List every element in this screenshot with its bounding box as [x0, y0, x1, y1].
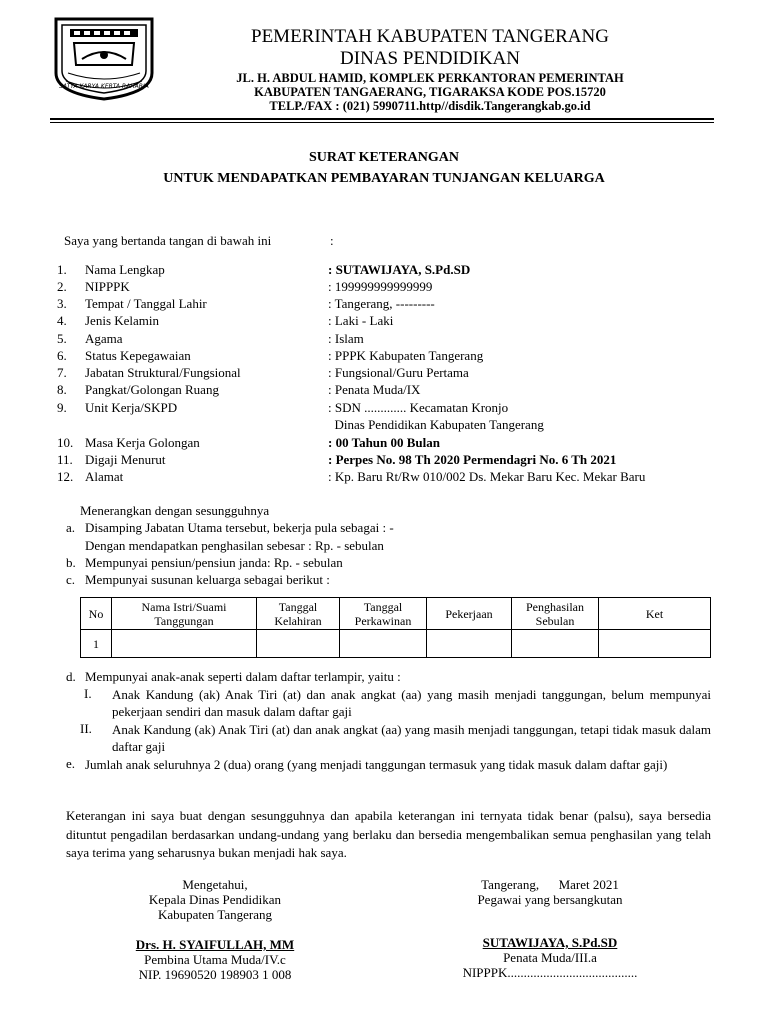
field-number: 6. [57, 348, 67, 363]
item-e-text: Jumlah anak seluruhnya 2 (dua) orang (yang menjadi tanggungan termasuk yang tidak masuk dalam daftar gaji) [85, 757, 668, 772]
table-cell [512, 630, 599, 658]
table-cell [340, 630, 427, 658]
field-value: : Fungsional/Guru Pertama [328, 365, 469, 380]
sign-left-position: Kepala Dinas Pendidikan [148, 892, 282, 907]
intro-colon: : [330, 233, 334, 248]
table-header: Nama Istri/Suami Tanggungan [112, 598, 257, 630]
dinas-logo [52, 15, 156, 107]
field-number: 12. [57, 469, 74, 484]
table-header: Tanggal Perkawinan [340, 598, 427, 630]
header-agency: DINAS PENDIDIKAN [340, 48, 520, 69]
field-label: Jenis Kelamin [85, 313, 160, 328]
field-number: 11. [57, 452, 73, 467]
table-cell [427, 630, 512, 658]
sign-right-nip: NIPPPK........................................ [462, 965, 638, 980]
field-value: : Penata Muda/IX [328, 382, 421, 397]
field-value-name: : SUTAWIJAYA, S.Pd.SD [328, 262, 471, 277]
field-label: Jabatan Struktural/Fungsional [85, 365, 241, 380]
document-subtitle: UNTUK MENDAPATKAN PEMBAYARAN TUNJANGAN KELUARGA [163, 171, 605, 186]
table-header: Ket [599, 598, 711, 630]
item-marker: c. [66, 572, 76, 587]
sign-left-region: Kabupaten Tangerang [158, 907, 272, 922]
item-a-income: Dengan mendapatkan penghasilan sebesar : Rp. - sebulan [85, 538, 384, 553]
field-value: : Laki - Laki [328, 313, 394, 328]
field-label: Unit Kerja/SKPD [85, 400, 178, 415]
sign-left-name: Drs. H. SYAIFULLAH, MM [135, 937, 295, 952]
field-value: : 199999999999999 [328, 279, 433, 294]
header-address-2: KABUPATEN TANGAERANG, TIGARAKSA KODE POS.15720 [254, 85, 606, 99]
sign-right-rank: Penata Muda/III.a [503, 950, 597, 965]
field-label: Status Kepegawaian [85, 348, 191, 363]
sign-right-name: SUTAWIJAYA, S.Pd.SD [482, 935, 618, 950]
intro-text: Saya yang bertanda tangan di bawah ini [64, 233, 272, 248]
field-number: 8. [57, 382, 67, 397]
item-marker: I. [84, 686, 92, 701]
header-government: PEMERINTAH KABUPATEN TANGERANG [251, 26, 609, 47]
field-number: 7. [57, 365, 67, 380]
table-row [81, 630, 711, 658]
header-address-1: JL. H. ABDUL HAMID, KOMPLEK PERKANTORAN PEMERINTAH [236, 71, 624, 85]
header-rule-thick [50, 118, 714, 120]
field-value: : Kp. Baru Rt/Rw 010/002 Ds. Mekar Baru Kec. Mekar Baru [328, 469, 646, 484]
field-label: Pangkat/Golongan Ruang [85, 382, 219, 397]
item-c-text: Mempunyai susunan keluarga sebagai berikut : [85, 572, 330, 587]
sign-right-role: Pegawai yang bersangkutan [477, 892, 623, 907]
field-label: Alamat [85, 469, 124, 484]
field-number: 1. [57, 262, 67, 277]
item-d-text: Mempunyai anak-anak seperti dalam daftar terlampir, yaitu : [85, 669, 401, 684]
header-rule-thin [50, 122, 714, 123]
sign-left-rank: Pembina Utama Muda/IV.c [144, 952, 286, 967]
field-label: Tempat / Tanggal Lahir [85, 296, 207, 311]
item-marker: b. [66, 555, 76, 570]
field-number: 5. [57, 331, 67, 346]
field-value: : Perpes No. 98 Th 2020 Permendagri No. 6 Th 2021 [328, 452, 617, 467]
field-number: 9. [57, 400, 67, 415]
sign-left-acknowledged: Mengetahui, [182, 877, 248, 892]
table-header: No [81, 598, 112, 630]
field-number: 10. [57, 435, 74, 450]
sign-left-nip: NIP. 19690520 198903 1 008 [138, 967, 292, 982]
field-value: : Islam [328, 331, 364, 346]
field-value-continued: Dinas Pendidikan Kabupaten Tangerang [328, 417, 544, 432]
table-header: Tanggal Kelahiran [257, 598, 340, 630]
family-table [80, 597, 711, 658]
field-number: 2. [57, 279, 67, 294]
item-marker: a. [66, 520, 76, 535]
closing-statement: Keterangan ini saya buat dengan sesungguhnya dan apabila keterangan ini ternyata tidak benar (palsu), saya bersedia dituntut pengadilan berdasarkan undang-undang yang berlaku dan bersedia mengembalikan semua penghasilan yang telah saya terima yang seharusnya bukan menjadi hak saya. [66, 808, 711, 860]
item-ii-text: Anak Kandung (ak) Anak Tiri (at) dan anak angkat (aa) yang masih menjadi tanggungan, tetapi tidak masuk dalam daftar gaji [112, 722, 711, 754]
item-i-text: Anak Kandung (ak) Anak Tiri (at) dan anak angkat (aa) yang masih menjadi tanggungan, belum mempunyai pekerjaan sendiri dan masuk dalam daftar gaji [112, 687, 711, 719]
item-marker: d. [66, 669, 76, 684]
table-cell [257, 630, 340, 658]
field-label: Digaji Menurut [85, 452, 166, 467]
header-contact: TELP./FAX : (021) 5990711.http//disdik.Tangerangkab.go.id [269, 99, 591, 113]
field-label: Nama Lengkap [85, 262, 165, 277]
table-cell [599, 630, 711, 658]
document-title: SURAT KETERANGAN [308, 150, 459, 165]
field-label: Masa Kerja Golongan [85, 435, 200, 450]
field-value: : SDN ............. Kecamatan Kronjo [328, 400, 509, 415]
field-value: : 00 Tahun 00 Bulan [328, 435, 441, 450]
svg-text:SATYA KARYA KERTA RAHARJA: SATYA KARYA KERTA RAHARJA [59, 83, 149, 90]
field-number: 3. [57, 296, 67, 311]
table-cell: 1 [81, 630, 112, 658]
field-value: : Tangerang, --------- [328, 296, 435, 311]
field-number: 4. [57, 313, 67, 328]
item-b-text: Mempunyai pensiun/pensiun janda: Rp. - sebulan [85, 555, 343, 570]
table-header: Pekerjaan [427, 598, 512, 630]
table-header: Penghasilan Sebulan [512, 598, 599, 630]
field-value: : PPPK Kabupaten Tangerang [328, 348, 484, 363]
item-marker: II. [80, 721, 92, 736]
menerangkan-text: Menerangkan dengan sesungguhnya [80, 503, 270, 518]
table-header-row [81, 598, 711, 630]
sign-right-place-date: Tangerang, Maret 2021 [481, 877, 619, 892]
field-label: NIPPPK [85, 279, 130, 294]
item-a-text: Disamping Jabatan Utama tersebut, bekerja pula sebagai : - [85, 520, 394, 535]
table-cell [112, 630, 257, 658]
item-marker: e. [66, 756, 76, 771]
field-label: Agama [85, 331, 123, 346]
